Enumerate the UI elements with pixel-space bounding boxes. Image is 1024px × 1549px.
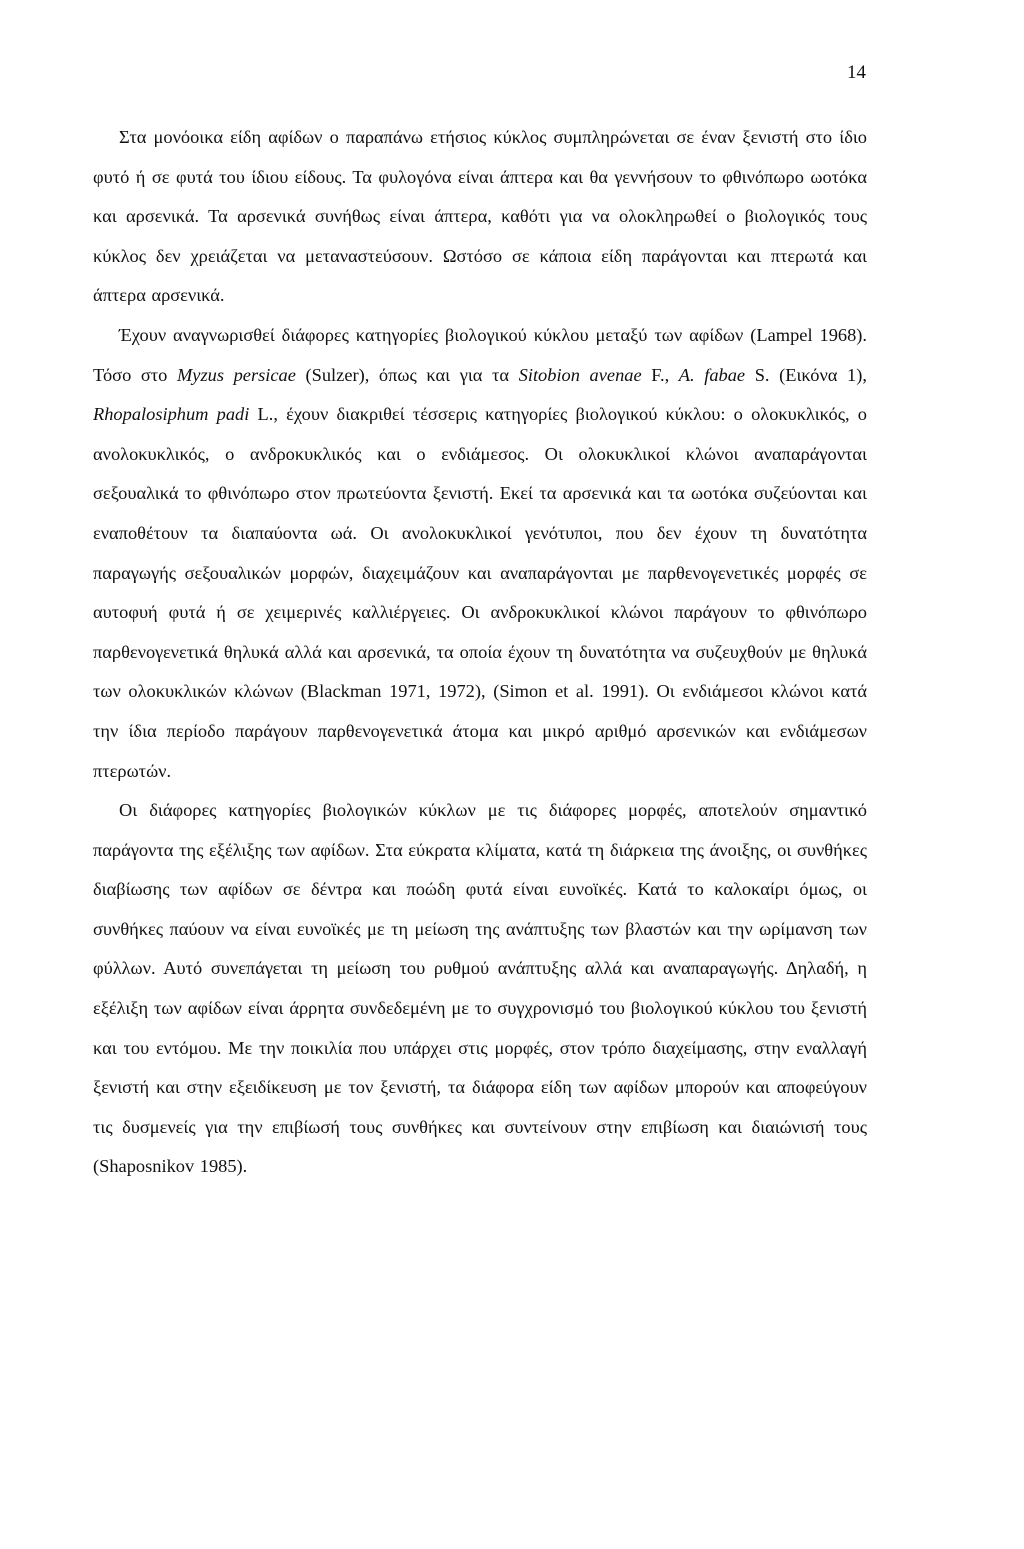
species-name: A. fabae — [678, 364, 746, 385]
species-name: Sitobion avenae — [518, 364, 642, 385]
species-name: Rhopalosiphum padi — [93, 404, 250, 425]
species-name: Myzus persicae — [176, 364, 296, 385]
text-run: (Sulzer), όπως και για τα — [295, 364, 519, 385]
page-body — [93, 118, 867, 1187]
text-run: S. (Εικόνα 1), — [745, 364, 867, 385]
paragraph-evolution: Οι διάφορες κατηγορίες βιολογικών κύκλων με τις διάφορες μορφές, αποτελούν σημαντικό παράγοντα της εξέλιξης των αφίδων. Στα εύκρατα κλίματα, κατά τη διάρκεια της άνοιξης, οι συνθήκες διαβίωσης των αφίδων σε δέντρα και ποώδη φυτά είναι ευνοϊκές. Κατά το καλοκαίρι όμως, οι συνθήκες παύουν να είναι ευνοϊκές με τη μείωση της ανάπτυξης των βλαστών και την ωρίμανση των φύλλων. Αυτό συνεπάγεται τη μείωση του ρυθμού ανάπτυξης αλλά και αναπαραγωγής. Δηλαδή, η εξέλιξη των αφίδων είναι άρρητα συνδεδεμένη με το συγχρονισμό του βιολογικού κύκλου του ξενιστή και του εντόμου. Με την ποικιλία που υπάρχει στις μορφές, στον τρόπο διαχείμασης, στην εναλλαγή ξενιστή και στην εξειδίκευση με τον ξενιστή, τα διάφορα είδη των αφίδων μπορούν και αποφεύγουν τις δυσμενείς για την επιβίωσή τους συνθήκες και συντείνουν στην επιβίωση και διαιώνισή τους (Shaposnikov 1985). — [93, 800, 867, 1177]
text-run: Έχουν αναγνωρισθεί διάφορες κατηγορίες βιολογικού κύκλου μεταξύ των αφίδων (Lampel 1968). Τόσο στο — [93, 324, 867, 385]
page-number: 14 — [847, 62, 866, 83]
paragraph-life-cycle-categories — [93, 316, 867, 791]
paragraph-monoecious-aphids: Στα μονόοικα είδη αφίδων ο παραπάνω ετήσιος κύκλος συμπληρώνεται σε έναν ξενιστή στο ίδιο φυτό ή σε φυτά του ίδιου είδους. Τα φυλογόνα είναι άπτερα και θα γεννήσουν το φθινόπωρο ωοτόκα και αρσενικά. Τα αρσενικά συνήθως είναι άπτερα, καθότι για να ολοκληρωθεί ο βιολογικός τους κύκλος δεν χρειάζεται να μεταναστεύσουν. Ωστόσο σε κάποια είδη παράγονται και πτερωτά και άπτερα αρσενικά. — [93, 127, 867, 306]
text-run: L., έχουν διακριθεί τέσσερις κατηγορίες βιολογικού κύκλου: ο ολοκυκλικός, ο ανολοκυκλικός, ο ανδροκυκλικός και ο ενδιάμεσος. Οι ολοκυκλικοί κλώνοι αναπαράγονται σεξουαλικά το φθινόπωρο στον πρωτεύοντα ξενιστή. Εκεί τα αρσενικά και τα ωοτόκα συζεύονται και εναποθέτουν τα διαπαύοντα ωά. Οι ανολοκυκλικοί γενότυποι, που δεν έχουν τη δυνατότητα παραγωγής σεξουαλικών μορφών, διαχειμάζουν και αναπαράγονται με παρθενογενετικές μορφές σε αυτοφυή φυτά ή σε χειμερινές καλλιέργειες. Οι ανδροκυκλικοί κλώνοι παράγουν το φθινόπωρο παρθενογενετικά θηλυκά αλλά και αρσενικά, τα οποία έχουν τη δυνατότητα να συζευχθούν με θηλυκά των ολοκυκλικών κλώνων (Blackman 1971, 1972), (Simon et al. 1991). Οι ενδιάμεσοι κλώνοι κατά την ίδια περίοδο παράγουν παρθενογενετικά άτομα και μικρό αριθμό αρσενικών και ενδιάμεσων πτερωτών. — [93, 404, 867, 781]
text-run: F., — [641, 364, 679, 385]
